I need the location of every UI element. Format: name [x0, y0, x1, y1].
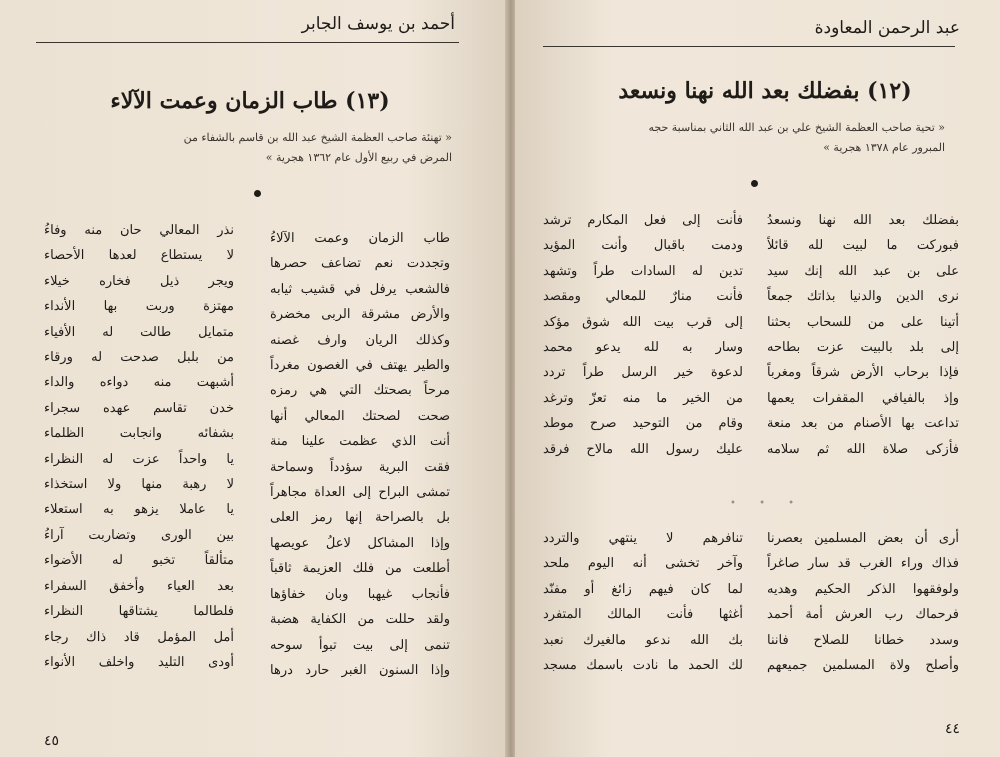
verse-line: بشفائه وانجابت الظلماء [44, 426, 234, 442]
verse-line: عليك رسول الله مالاح فرقد [543, 441, 743, 457]
verse-line: متمايل طالت له الأفياء [44, 324, 234, 340]
verse-line: لدعوة خير الرسل طراً تردد [543, 365, 743, 381]
verse-line: بك الله ندعو مالغيرك نعبد [543, 632, 743, 648]
verse-line: أشبهت منه دواءه والداء [44, 375, 234, 391]
verse-line: تنمى إلى بيت تبوأ سوحه [270, 637, 450, 653]
verse-line: من الخير ما منه تعزّ وترغد [543, 390, 743, 406]
verse-line: تمشى البراح إلى العداة مجاهراً [270, 485, 450, 501]
verse-line: يا عاملا يزهو به استعلاء [44, 502, 234, 518]
verse-line: إلى قرب بيت الله شوق مؤكد [543, 314, 743, 330]
verse-line: بل بالصراحة إنها رمز العلى [270, 510, 450, 526]
page-header-author: أحمد بن يوسف الجابر [301, 14, 455, 34]
verse-line: أودى التليد واخلف الأنواء [44, 654, 234, 670]
verse-line: يا واحداً عزت له النظراء [44, 451, 234, 467]
ornament-dot [751, 180, 758, 187]
verse-line: طاب الزمان وعمت الآلاءُ [270, 231, 450, 246]
verse-line: تدين له السادات طراً وتشهد [543, 263, 743, 279]
verse-line: وكذلك الريان وارف غصنه [270, 332, 450, 348]
verse-line: فرحماك رب العرش أمة أحمد [767, 607, 959, 623]
verse-line: وإذا السنون الغبر حارد درها [270, 662, 450, 678]
verse-line: وسار به لله يدعو محمد [543, 340, 743, 356]
verse-line: نذر المعالي حان منه وفاءُ [44, 223, 234, 238]
verse-line: بين الورى وتضاربت آراءُ [44, 527, 234, 543]
verse-line: وإذا المشاكل لاعلُ عويصها [270, 535, 450, 551]
verse-line: تداعت بها الأصنام من بعد منعة [767, 416, 959, 432]
verse-line: ودمت باقبال وأنت المؤيد [543, 238, 743, 254]
verse-line: فأنت منارٌ للمعالي ومقصد [543, 289, 743, 305]
page-number: ٤٤ [944, 721, 960, 737]
note-line: المبرور عام ١٣٧٨ هجرية » [823, 141, 945, 154]
verse-line: صحت لصحتك المعالي أنها [270, 408, 450, 424]
verse-line: نرى الدين والدنيا بذاتك جمعاً [767, 289, 959, 305]
verse-line: فأنجاب غيهبا وبان خفاؤها [270, 586, 450, 602]
note-line: « تهنئة صاحب العظمة الشيخ عبد الله بن قاسم بالشفاء من [183, 131, 452, 144]
verse-line: فإذا برحاب الأرض شرقاً ومغرباً [767, 365, 959, 381]
verse-column-left [543, 208, 743, 462]
verse-line: خدن تقاسم عهده سجراء [44, 400, 234, 416]
verse-line: فبوركت ما لبيت لله قائلاً [767, 238, 959, 254]
verse-line: متألقاً تخبو له الأضواء [44, 553, 234, 569]
verse-line: والأرض مشرقة الربى مخضرة [270, 307, 450, 323]
verse-line: لا يستطاع لعدها الأحصاء [44, 248, 234, 264]
verse-line: لك الحمد ما نادت باسمك مسجد [543, 658, 743, 674]
stanza-separator: • • • [730, 498, 805, 509]
verse-line: أغثها فأنت المالك المتفرد [543, 607, 743, 623]
verse-line: أرى أن بعض المسلمين بعصرنا [767, 531, 959, 546]
verse-column-right [270, 226, 450, 683]
verse-line: بعد العياء وأخفق السفراء [44, 578, 234, 594]
verse-line: إلى بلد بالبيت عزت بطاحه [767, 340, 959, 356]
verse-line: ولوفقهوا الذكر الحكيم وهديه [767, 581, 959, 597]
verse-line: فلطالما يشتاقها النظراء [44, 604, 234, 620]
verse-column-left [44, 218, 234, 675]
verse-line: أنت الذي عظمت علينا منة [270, 434, 450, 450]
verse-line: فأنت إلى فعل المكارم ترشد [543, 213, 743, 228]
verse-line: فالشعب يرفل في قشيب ثيابه [270, 281, 450, 297]
verse-line: ولقد حللت من الكفاية هضبة [270, 612, 450, 628]
verse-line: وسدد خطانا للصلاح فاننا [767, 632, 959, 648]
verse-column-right [767, 526, 959, 678]
verse-line: مهتزة وربت بها الأنداء [44, 299, 234, 315]
verse-line: أتينا على من للسحاب بحثنا [767, 314, 959, 330]
verse-line: وقام من التوحيد صرح موطد [543, 416, 743, 432]
verse-line: أطلعت من فلك العزيمة ثاقباً [270, 561, 450, 577]
right-page [515, 0, 1000, 757]
verse-line: لا رهبة منها ولا استخذاء [44, 477, 234, 493]
verse-line: فقت البرية سؤدداً وسماحة [270, 459, 450, 475]
page-number: ٤٥ [44, 733, 60, 749]
verse-line: مرحاً بصحتك التي هي رمزه [270, 383, 450, 399]
verse-line: فذاك وراء الغرب قد سار صاغراً [767, 556, 959, 572]
verse-line: من بلبل صدحت له ورقاء [44, 350, 234, 366]
verse-line: وأصلح ولاة المسلمين جميعهم [767, 658, 959, 674]
verse-line: ويجر ذيل فخاره خيلاء [44, 273, 234, 289]
ornament-dot [254, 190, 261, 197]
verse-line: بفضلك بعد الله نهنا ونسعدُ [767, 213, 959, 228]
verse-line: والطير يهتف في الغصون مغرداً [270, 358, 450, 374]
verse-line: تنافرهم لا ينتهي والتردد [543, 531, 743, 546]
dedication-note [553, 118, 945, 158]
page-header-author: عبد الرحمن المعاودة [814, 18, 960, 38]
dedication-note [60, 128, 452, 168]
verse-line: لما كان فيهم زائغ أو مفنّد [543, 581, 743, 597]
note-line: « تحية صاحب العظمة الشيخ علي بن عبد الله الثاني بمناسبة حجه [648, 121, 945, 134]
header-rule [543, 46, 955, 47]
verse-line: أمل المؤمل قاد ذاك رجاء [44, 629, 234, 645]
verse-line: على بن عبد الله إنك سيد [767, 263, 959, 279]
poem-title: (١٣) طاب الزمان وعمت الآلاء [110, 88, 390, 114]
verse-line: وآخر تخشى أنه اليوم ملحد [543, 556, 743, 572]
verse-line: وتجددت نعم تضاعف حصرها [270, 256, 450, 272]
verse-line: وإذ بالفيافي المقفرات يعمها [767, 390, 959, 406]
header-rule [36, 42, 459, 43]
poem-title: (١٢) بفضلك بعد الله نهنا ونسعد [618, 78, 912, 104]
verse-column-right [767, 208, 959, 462]
verse-line: فأزكى صلاة الله ثم سلامه [767, 441, 959, 457]
note-line: المرض في ربيع الأول عام ١٣٦٢ هجرية » [265, 151, 452, 164]
verse-column-left [543, 526, 743, 678]
